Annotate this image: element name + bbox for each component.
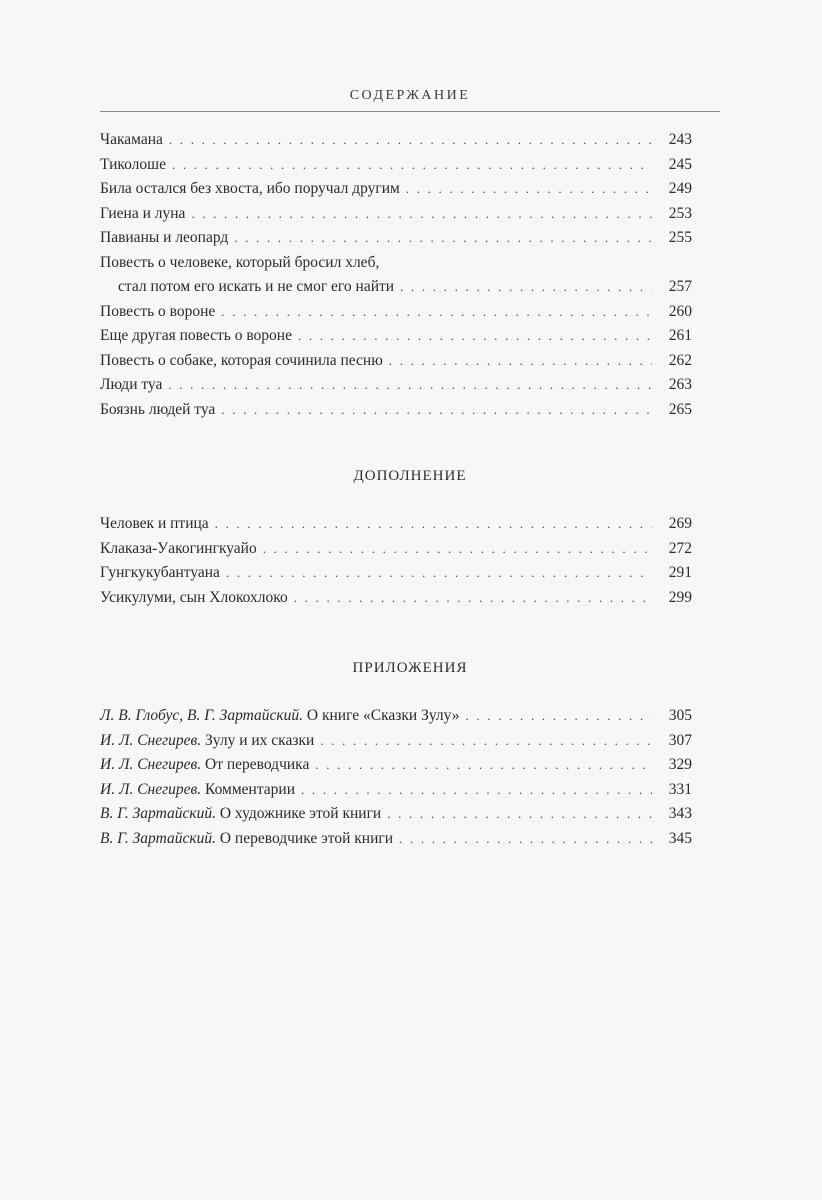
page-number: 269 (668, 515, 692, 532)
toc-entry[interactable] (100, 512, 692, 537)
entry-title: Била остался без хвоста, ибо поручал другим (100, 180, 400, 197)
toc-entry-line2[interactable] (100, 275, 692, 300)
toc-entry[interactable] (100, 324, 692, 349)
entry-title: Усикулуми, сын Хлокохлоко (100, 588, 288, 606)
page-number: 257 (668, 278, 692, 295)
dot-leader (226, 561, 652, 586)
dot-leader (400, 275, 652, 300)
entry-title: Боязнь людей туа (100, 400, 216, 418)
entry-title: Клаказа-Уакогингкуайо (100, 539, 257, 557)
running-head: СОДЕРЖАНИЕ (349, 88, 471, 103)
toc-entry[interactable] (100, 226, 692, 251)
toc-entry[interactable] (100, 778, 692, 803)
page-number: 243 (668, 131, 692, 148)
toc-entry[interactable] (100, 729, 692, 754)
entry-title: Повесть о собаке, которая сочинила песню (100, 351, 383, 369)
toc-entry[interactable] (100, 753, 692, 778)
entry-label (100, 827, 393, 852)
dot-leader (169, 128, 652, 153)
page-number: 291 (668, 564, 692, 581)
dot-leader (389, 349, 652, 374)
dot-leader (315, 753, 652, 778)
entry-title: Человек и птица (100, 515, 209, 532)
page-number: 261 (668, 327, 692, 344)
page-number: 262 (668, 351, 692, 369)
page-number: 255 (668, 229, 692, 246)
entry-title: Зулу и их сказки (201, 731, 315, 749)
page-number: 305 (668, 707, 692, 724)
page-number: 345 (668, 829, 692, 847)
page-number: 263 (668, 376, 692, 393)
header-rule (100, 111, 720, 112)
page-number: 253 (668, 204, 692, 222)
toc-entry[interactable] (100, 827, 692, 852)
toc-entry[interactable] (100, 586, 692, 611)
toc-entry[interactable] (100, 561, 692, 586)
toc-appendices (100, 704, 692, 851)
entry-author: И. Л. Снегирев. (100, 780, 202, 798)
page-number: 307 (668, 731, 692, 749)
entry-label (100, 802, 381, 827)
dot-leader (466, 704, 652, 729)
page-number: 331 (668, 780, 692, 798)
toc-entry[interactable] (100, 704, 692, 729)
entry-title: Повесть о человеке, который бросил хлеб, (100, 253, 380, 271)
entry-title: Чакамана (100, 131, 163, 148)
toc-entry[interactable] (100, 177, 692, 202)
entry-title: О художнике этой книги (215, 805, 382, 822)
entry-title: Повесть о вороне (100, 302, 216, 320)
dot-leader (215, 512, 652, 537)
page-number: 343 (668, 805, 692, 822)
entry-title: Павианы и леопард (100, 229, 229, 246)
dot-leader (387, 802, 652, 827)
dot-leader (294, 586, 652, 611)
page-number: 260 (668, 302, 692, 320)
entry-author: И. Л. Снегирев. (100, 731, 202, 749)
page-number: 265 (668, 400, 692, 418)
toc-entry[interactable] (100, 128, 692, 153)
page-number: 245 (668, 155, 692, 173)
entry-title: Еще другая повесть о вороне (100, 327, 292, 344)
dot-leader (221, 398, 652, 423)
toc-entry[interactable] (100, 202, 692, 227)
toc-entry-line1[interactable] (100, 251, 692, 276)
toc-entry[interactable] (100, 153, 692, 178)
toc-entry[interactable] (100, 300, 692, 325)
entry-title: Гиена и луна (100, 204, 186, 222)
entry-title: О переводчике этой книги (215, 829, 394, 847)
toc-entry[interactable] (100, 373, 692, 398)
toc-entry[interactable] (100, 537, 692, 562)
toc-entry[interactable] (100, 349, 692, 374)
toc-entry[interactable] (100, 802, 692, 827)
entry-author: Л. В. Глобус, В. Г. Зартайский. (100, 707, 304, 724)
entry-title: Тиколоше (100, 155, 166, 173)
toc-supplement (100, 512, 692, 610)
dot-leader (301, 778, 652, 803)
dot-leader (172, 153, 652, 178)
entry-label (100, 753, 309, 778)
entry-title: Гунгкукубантуана (100, 564, 220, 581)
dot-leader (221, 300, 652, 325)
page-number: 249 (668, 180, 692, 197)
dot-leader (168, 373, 652, 398)
dot-leader (298, 324, 652, 349)
entry-label (100, 704, 460, 729)
entry-label (100, 729, 314, 754)
entry-title: Люди туа (100, 376, 163, 393)
toc-main (100, 128, 692, 422)
entry-label (100, 778, 295, 803)
dot-leader (406, 177, 652, 202)
page-number: 272 (668, 539, 692, 557)
entry-author: В. Г. Зартайский. (100, 805, 216, 822)
dot-leader (320, 729, 652, 754)
entry-title: От переводчика (201, 756, 310, 773)
toc-entry[interactable] (100, 398, 692, 423)
entry-author: В. Г. Зартайский. (100, 829, 216, 847)
section-heading-supplement: ДОПОЛНЕНИЕ (353, 468, 467, 484)
page-number: 329 (668, 756, 692, 773)
dot-leader (263, 537, 652, 562)
entry-title: О книге «Сказки Зулу» (303, 707, 460, 724)
page-number: 299 (668, 588, 692, 606)
dot-leader (191, 202, 652, 227)
dot-leader (399, 827, 652, 852)
entry-author: И. Л. Снегирев. (100, 756, 202, 773)
entry-title-continued: стал потом его искать и не смог его найти (118, 278, 395, 295)
section-heading-appendices: ПРИЛОЖЕНИЯ (352, 660, 468, 676)
entry-title: Комментарии (201, 780, 296, 798)
dot-leader (234, 226, 652, 251)
